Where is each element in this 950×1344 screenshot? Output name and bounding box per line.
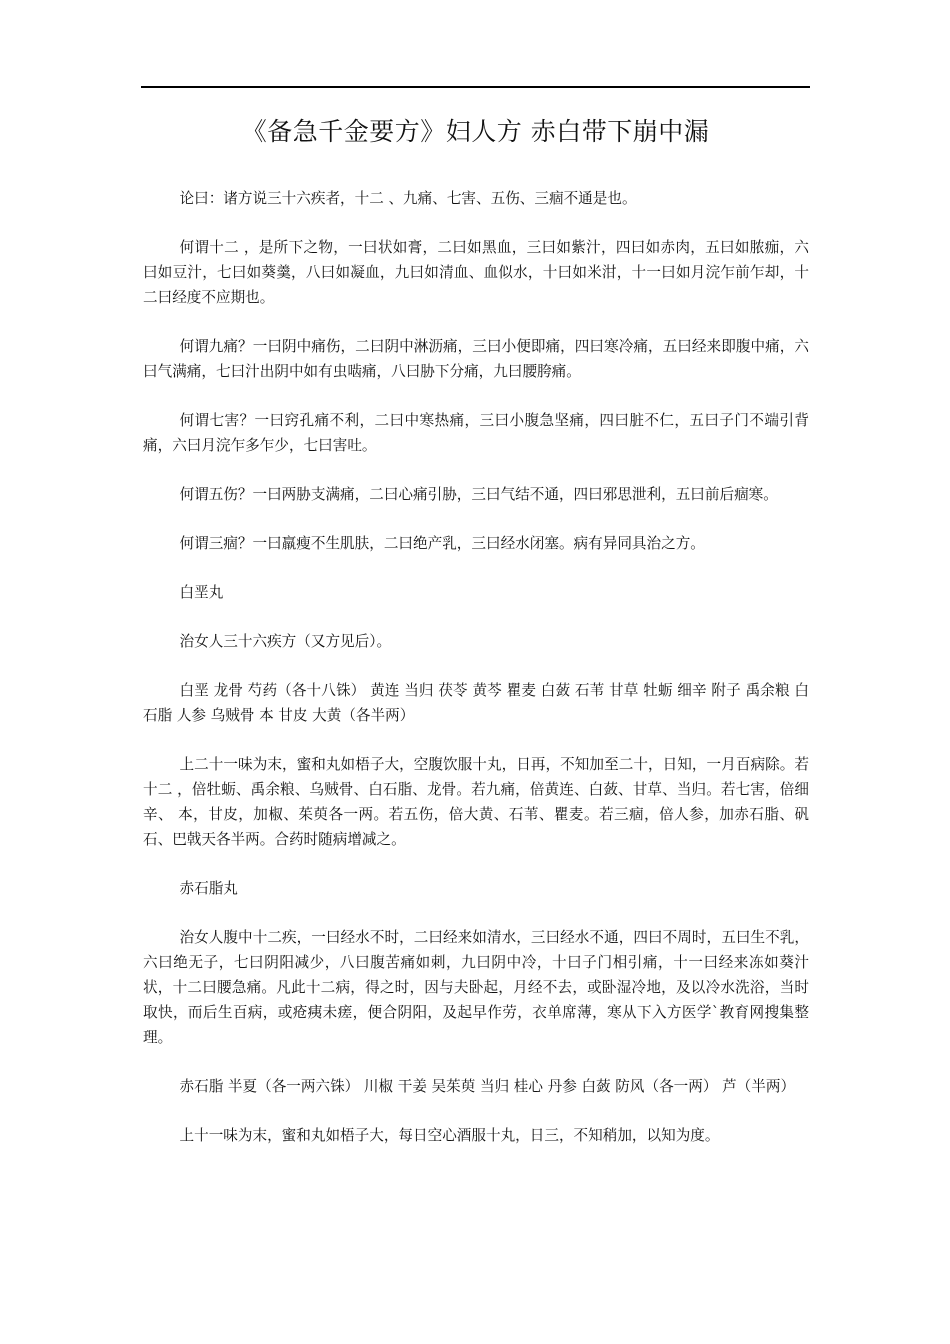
paragraph-indication: 治女人三十六疾方（又方见后）。 <box>179 633 392 650</box>
section-heading: 白垩丸 <box>179 584 224 601</box>
header-rule <box>141 86 810 88</box>
paragraph-twelve: 何谓十二 ，是所下之物，一曰状如膏，二曰如黑血，三曰如紫汁，四曰如赤肉，五曰如脓痂，六曰如豆汁，七曰如葵羹，八曰如凝血，九曰如清血、血似水，十曰如米泔，十一曰如月浣乍前乍却，十二曰经度不应期也。 <box>143 239 809 306</box>
section-heading: 赤石脂丸 <box>179 880 238 897</box>
paragraph-preparation: 上二十一味为末，蜜和丸如梧子大，空腹饮服十丸，日再，不知加至二十，日知，一月百病除。若十二 ，倍牡蛎、禹余粮、乌贼骨、白石脂、龙骨。若九痛，倍黄连、白蔹、甘草、当归。若七害，倍细辛、 本，甘皮，加椒、茱萸各一两。若五伤，倍大黄、石苇、瞿麦。若三痼，倍人参，加赤石脂、矾石、巴戟天各半两。合药时随病增减之。 <box>143 756 809 848</box>
document-body <box>143 186 809 1172</box>
paragraph-preparation: 上十一味为末，蜜和丸如梧子大，每日空心酒服十丸，日三，不知稍加，以知为度。 <box>179 1127 720 1144</box>
paragraph-indication: 治女人腹中十二疾，一曰经水不时，二曰经来如清水，三曰经水不通，四曰不周时，五曰生不乳，六曰绝无子，七曰阴阳减少，八曰腹苦痛如刺，九曰阴中冷，十曰子门相引痛，十一曰经来冻如葵汁状，十二曰腰急痛。凡此十二病，得之时，因与夫卧起，月经不去，或卧湿冷地，及以冷水洗浴，当时取快，而后生百病，或疮痍未瘥，便合阴阳，及起早作劳，衣单席薄，寒从下入方医学`教育网搜集整理。 <box>143 929 809 1046</box>
paragraph-intro: 论曰：诸方说三十六疾者，十二 、九痛、七害、五伤、三痼不通是也。 <box>179 190 637 207</box>
paragraph-three-chronic: 何谓三痼？一曰羸瘦不生肌肤，二曰绝产乳，三曰经水闭塞。病有异同具治之方。 <box>179 535 705 552</box>
document-title: 《备急千金要方》妇人方 赤白带下崩中漏 <box>241 117 710 146</box>
paragraph-seven-harms: 何谓七害？一曰窍孔痛不利，二曰中寒热痛，三曰小腹急坚痛，四曰脏不仁，五曰子门不端引背痛，六曰月浣乍多乍少，七曰害吐。 <box>143 412 809 454</box>
paragraph-nine-pains: 何谓九痛？一曰阴中痛伤，二曰阴中淋沥痛，三曰小便即痛，四曰寒冷痛，五曰经来即腹中痛，六曰气满痛，七曰汁出阴中如有虫啮痛，八曰胁下分痛，九曰腰胯痛。 <box>143 338 809 380</box>
paragraph-ingredients: 赤石脂 半夏（各一两六铢） 川椒 干姜 吴茱萸 当归 桂心 丹参 白蔹 防风（各一两） 芦（半两） <box>179 1078 796 1095</box>
paragraph-ingredients: 白垩 龙骨 芍药（各十八铢） 黄连 当归 茯苓 黄芩 瞿麦 白蔹 石苇 甘草 牡蛎 细辛 附子 禹余粮 白石脂 人参 乌贼骨 本 甘皮 大黄（各半两） <box>143 682 809 724</box>
paragraph-five-injuries: 何谓五伤？一曰两胁支满痛，二曰心痛引胁，三曰气结不通，四曰邪思泄利，五曰前后痼寒。 <box>179 486 778 503</box>
